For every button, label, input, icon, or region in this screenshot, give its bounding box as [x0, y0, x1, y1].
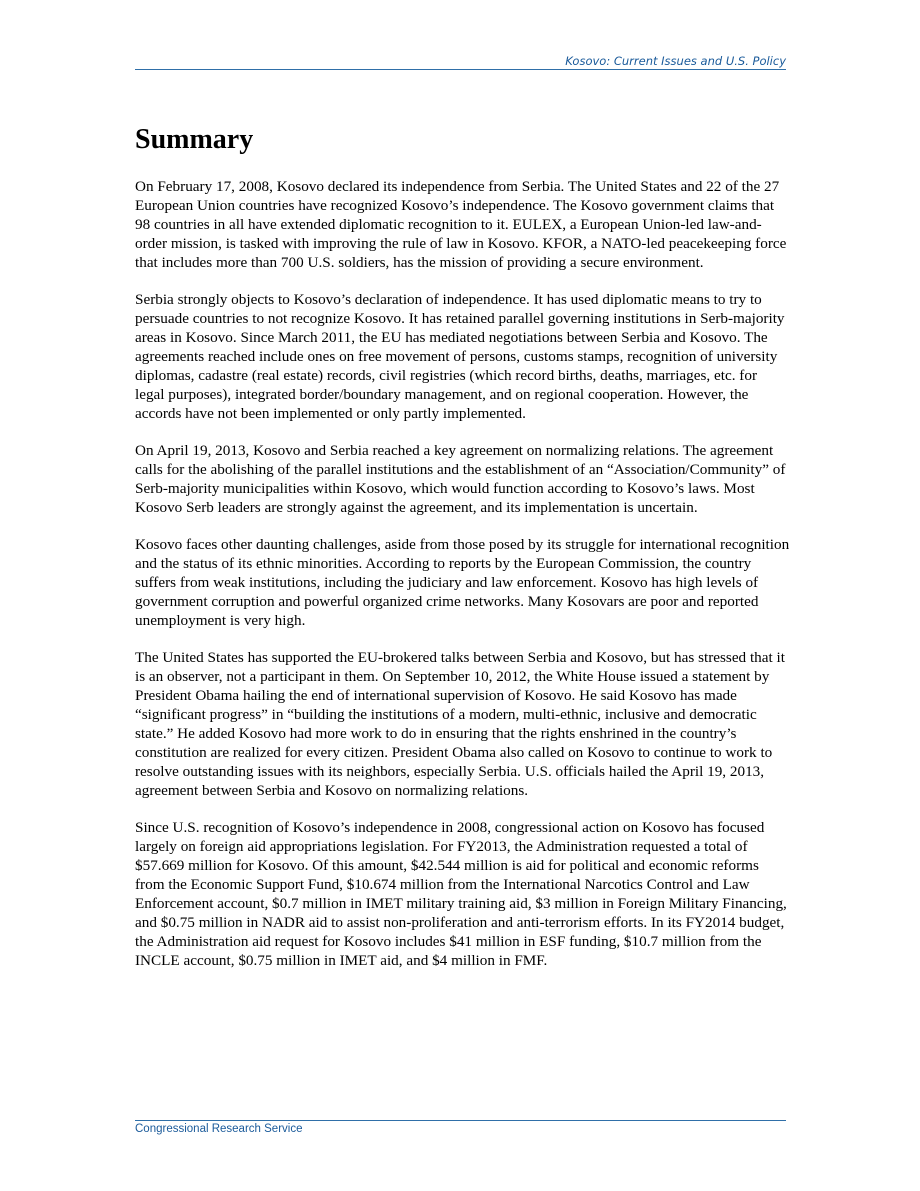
paragraph: Serbia strongly objects to Kosovo’s declaration of independence. It has used diplomatic means to try to persuade countries to not recognize Kosovo. It has retained parallel governing institutions in Serb-majority areas in Kosovo. Since March 2011, the EU has mediated negotiations between Serbia and Kosovo. The agreements reached include ones on free movement of persons, customs stamps, recognition of university diplomas, cadastre (real estate) records, civil registries (which record births, deaths, marriages, etc. for legal purposes), integrated border/boundary management, and on regional cooperation. However, the accords have not been implemented or only partly implemented. — [135, 291, 785, 422]
paragraph: Kosovo faces other daunting challenges, aside from those posed by its struggle for international recognition and the status of its ethnic minorities. According to reports by the European Commission, the country suffers from weak institutions, including the judiciary and law enforcement. Kosovo has high levels of government corruption and powerful organized crime networks. Many Kosovars are poor and reported unemployment is very high. — [135, 536, 790, 629]
footer-publisher: Congressional Research Service — [135, 1123, 303, 1135]
summary-body — [135, 177, 790, 988]
paragraph: On February 17, 2008, Kosovo declared its independence from Serbia. The United States and 22 of the 27 European Union countries have recognized Kosovo’s independence. The Kosovo government claims that 98 countries in all have extended diplomatic recognition to it. EULEX, a European Union-led law-and-order mission, is tasked with improving the rule of law in Kosovo. KFOR, a NATO-led peacekeeping force that includes more than 700 U.S. soldiers, has the mission of providing a secure environment. — [135, 178, 787, 271]
paragraph: On April 19, 2013, Kosovo and Serbia reached a key agreement on normalizing relations. The agreement calls for the abolishing of the parallel institutions and the establishment of an “Association/Community” of Serb-majority municipalities within Kosovo, which would function according to Kosovo’s laws. Most Kosovo Serb leaders are strongly against the agreement, and its implementation is uncertain. — [135, 442, 786, 516]
paragraph: Since U.S. recognition of Kosovo’s independence in 2008, congressional action on Kosovo has focused largely on foreign aid appropriations legislation. For FY2013, the Administration requested a total of $57.669 million for Kosovo. Of this amount, $42.544 million is aid for political and economic reforms from the Economic Support Fund, $10.674 million from the International Narcotics Control and Law Enforcement account, $0.7 million in IMET military training aid, $3 million in Foreign Military Financing, and $0.75 million in NADR aid to assist non-proliferation and anti-terrorism efforts. In its FY2014 budget, the Administration aid request for Kosovo includes $41 million in ESF funding, $10.7 million from the INCLE account, $0.75 million in IMET aid, and $4 million in FMF. — [135, 819, 787, 969]
footer-divider — [135, 1120, 786, 1121]
page-title: Summary — [135, 124, 254, 155]
paragraph: The United States has supported the EU-brokered talks between Serbia and Kosovo, but has stressed that it is an observer, not a participant in them. On September 10, 2012, the White House issued a statement by President Obama hailing the end of international supervision of Kosovo. He said Kosovo has made “significant progress” in “building the institutions of a modern, multi-ethnic, inclusive and democratic state.” He added Kosovo had more work to do in ensuring that the rights enshrined in the country’s constitution are realized for every citizen. President Obama also called on Kosovo to continue to work to resolve outstanding issues with its neighbors, especially Serbia. U.S. officials hailed the April 19, 2013, agreement between Serbia and Kosovo on normalizing relations. — [135, 649, 785, 799]
running-header: Kosovo: Current Issues and U.S. Policy — [565, 54, 786, 68]
header-divider — [135, 69, 786, 70]
